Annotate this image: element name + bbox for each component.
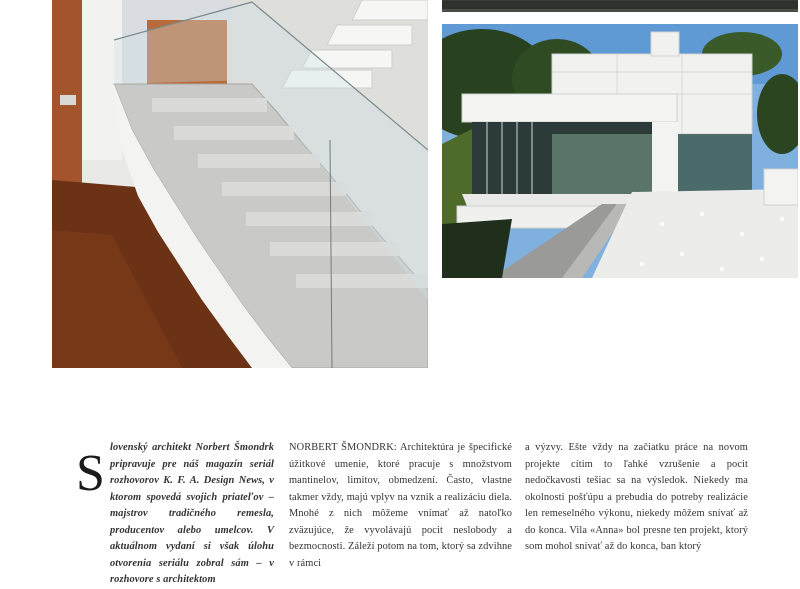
interviewee-name: NORBERT ŠMONDRK: xyxy=(289,442,397,453)
staircase-illustration xyxy=(52,0,428,368)
drop-cap: S xyxy=(76,445,105,502)
column-3-text: a výzvy. Ešte vždy na začiatku práce na novom projekte cítim to ľahké vzrušenie a pocit nedočkavosti tešiac sa na výsledok. Niekedy ma okolnosti pošťúpu a prebudia do potreby realizácie len remeselného výkonu, niekedy môžem snívať až do konca. Vila «Anna» bol presne ten projekt, ktorý som mohol snívať až do konca, ban ktorý xyxy=(525,442,748,552)
intro-text: lovenský architekt Norbert Šmondrk pripravuje pre náš magazín seriál rozhovorov K. F. A. Design News, v ktorom spovedá svojich priateľov – majstrov tradičného remesla, producentov alebo umelcov. V aktuálnom vydaní si však úlohu otvorenia seriálu zobral sám – v rozhovore s architektom xyxy=(110,442,274,585)
article-column-3 xyxy=(525,440,748,556)
house-photo xyxy=(442,24,798,278)
article-column-1 xyxy=(52,440,274,589)
article-intro xyxy=(52,440,274,589)
house-illustration xyxy=(442,24,798,278)
staircase-photo xyxy=(52,0,428,368)
article-column-2 xyxy=(289,440,512,572)
column-2-text: Architektúra je špecifické úžitkové umenie, ktoré pracuje s množstvom mantinelov, limitov, obmedzení. Často, vlastne takmer vždy, majú vplyv na vznik a realizáciu diela. Mnohé z nich môžeme vnímať až natoľko zväzujúce, že vyvolávajú pocit neslobody a bezmocnosti. Záleží potom na tom, ktorý sa zdvihne v rámci xyxy=(289,442,513,569)
dark-strip-illustration xyxy=(442,1,798,12)
top-photo-strip xyxy=(442,0,798,12)
